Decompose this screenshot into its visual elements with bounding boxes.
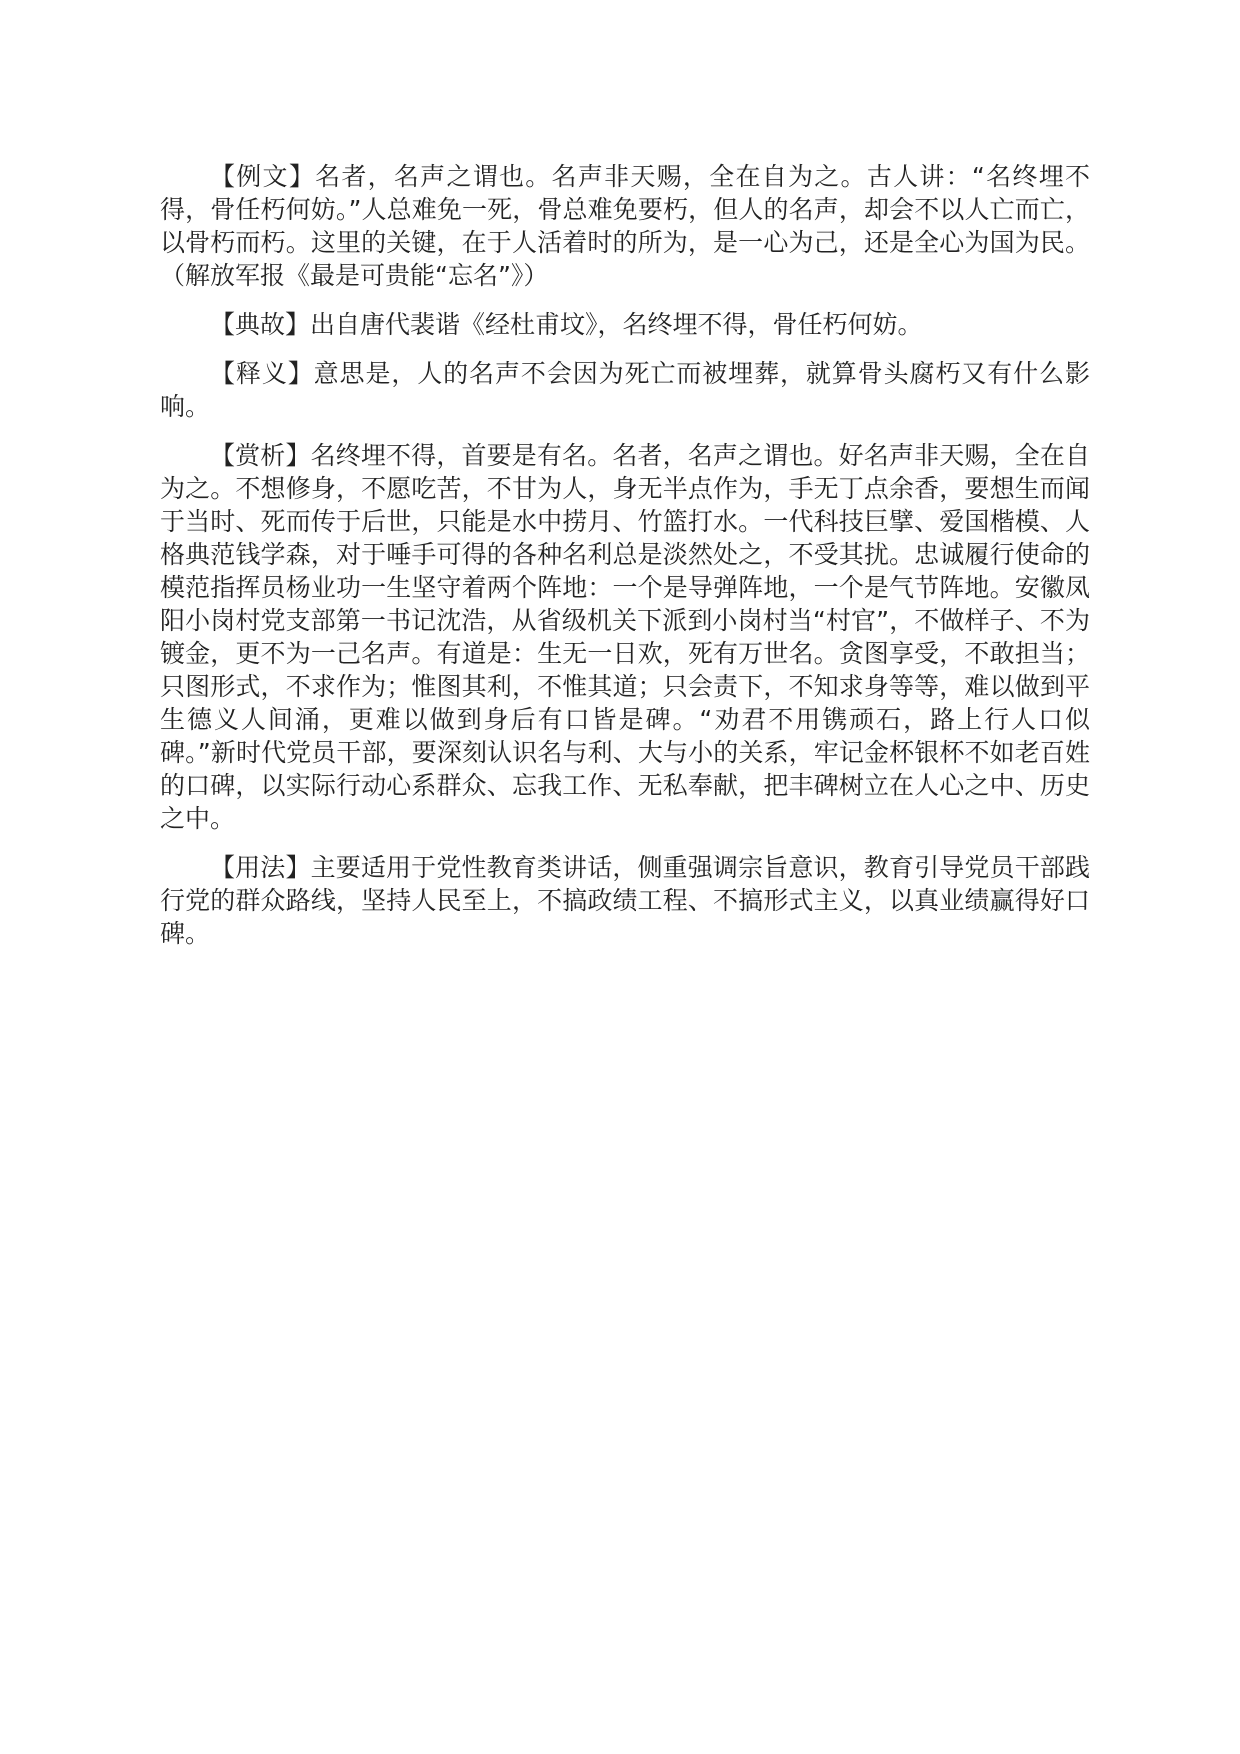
- paragraph-example: [160, 160, 1090, 292]
- section-tag-meaning: 【释义】: [210, 359, 314, 388]
- paragraph-usage: [160, 851, 1090, 950]
- section-tag-example: 【例文】: [210, 162, 316, 191]
- paragraph-meaning: [160, 357, 1090, 423]
- paragraph-text: 主要适用于党性教育类讲话，侧重强调宗旨意识，教育引导党员干部践行党的群众路线，坚持人民至上，不搞政绩工程、不搞形式主义，以真业绩赢得好口碑。: [160, 853, 1090, 948]
- paragraph-text: 出自唐代裴谐《经杜甫坟》，名终埋不得，骨任朽何妨。: [310, 310, 923, 339]
- paragraph-text: 名终埋不得，首要是有名。名者，名声之谓也。好名声非天赐，全在自为之。不想修身，不愿吃苦，不甘为人，身无半点作为，手无丁点余香，要想生而闻于当时、死而传于后世，只能是水中捞月、竹篮打水。一代科技巨擘、爱国楷模、人格典范钱学森，对于唾手可得的各种名利总是淡然处之，不受其扰。忠诚履行使命的模范指挥员杨业功一生坚守着两个阵地：一个是导弹阵地，一个是气节阵地。安徽凤阳小岗村党支部第一书记沈浩，从省级机关下派到小岗村当“村官”，不做样子、不为镀金，更不为一己名声。有道是：生无一日欢，死有万世名。贪图享受，不敢担当；只图形式，不求作为；惟图其利，不惟其道；只会责下，不知求身等等，难以做到平生德义人间涌，更难以做到身后有口皆是碑。“劝君不用镌顽石，路上行人口似碑。”新时代党员干部，要深刻认识名与利、大与小的关系，牢记金杯银杯不如老百姓的口碑，以实际行动心系群众、忘我工作、无私奉献，把丰碑树立在人心之中、历史之中。: [160, 441, 1090, 833]
- paragraph-text: 意思是，人的名声不会因为死亡而被埋葬，就算骨头腐朽又有什么影响。: [160, 359, 1090, 421]
- paragraph-appreciation: [160, 439, 1090, 835]
- section-tag-usage: 【用法】: [210, 853, 311, 882]
- paragraph-allusion: [160, 308, 1090, 341]
- section-tag-appreciation: 【赏析】: [210, 441, 311, 470]
- paragraph-text: 名者，名声之谓也。名声非天赐，全在自为之。古人讲：“名终埋不得，骨任朽何妨。”人总难免一死，骨总难免要朽，但人的名声，却会不以人亡而亡，以骨朽而朽。这里的关键，在于人活着时的所为，是一心为己，还是全心为国为民。（解放军报《最是可贵能“忘名”》）: [160, 162, 1090, 290]
- document-body: [160, 160, 1090, 966]
- section-tag-allusion: 【典故】: [210, 310, 311, 339]
